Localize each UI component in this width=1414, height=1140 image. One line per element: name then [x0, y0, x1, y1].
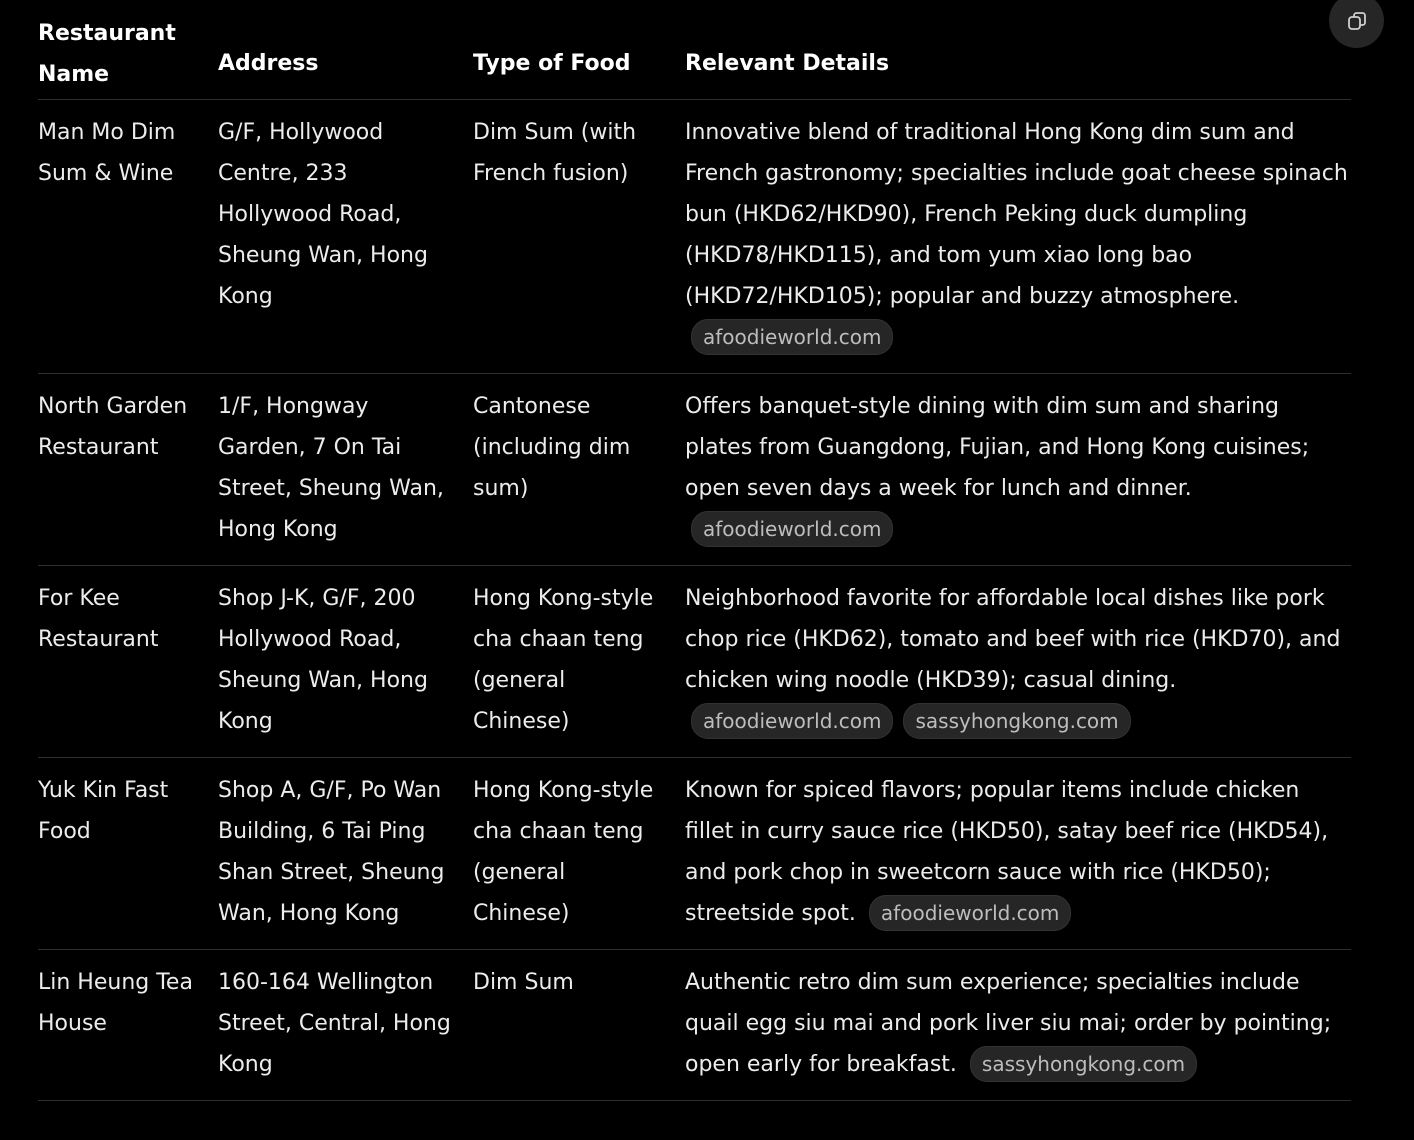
details-text: Offers banquet-style dining with dim sum and sharing plates from Guangdong, Fujian, and Hong Kong cuisines; open seven days a week for lunch and dinner.	[685, 394, 1310, 501]
header-type-of-food: Type of Food	[473, 0, 685, 100]
table-row	[38, 758, 1351, 950]
copy-icon	[1345, 9, 1369, 33]
cell-type-of-food: Hong Kong-style cha chaan teng (general Chinese)	[473, 758, 685, 950]
source-chip[interactable]: sassyhongkong.com	[970, 1046, 1197, 1082]
table-row	[38, 374, 1351, 566]
table-row	[38, 100, 1351, 374]
restaurant-table	[38, 0, 1351, 1101]
cell-address: Shop J-K, G/F, 200 Hollywood Road, Sheung Wan, Hong Kong	[218, 566, 473, 758]
source-chip[interactable]: sassyhongkong.com	[903, 703, 1130, 739]
table-row	[38, 950, 1351, 1101]
restaurant-table-container	[38, 0, 1351, 1101]
cell-type-of-food: Cantonese (including dim sum)	[473, 374, 685, 566]
cell-relevant-details	[685, 950, 1351, 1101]
copy-table-button[interactable]	[1329, 0, 1384, 48]
table-body	[38, 100, 1351, 1101]
details-text: Neighborhood favorite for affordable local dishes like pork chop rice (HKD62), tomato and beef with rice (HKD70), and chicken wing noodle (HKD39); casual dining.	[685, 586, 1341, 693]
cell-restaurant-name: Yuk Kin Fast Food	[38, 758, 218, 950]
cell-restaurant-name: North Garden Restaurant	[38, 374, 218, 566]
source-chip[interactable]: afoodieworld.com	[691, 511, 893, 547]
table-header-row	[38, 0, 1351, 100]
cell-relevant-details	[685, 100, 1351, 374]
cell-restaurant-name: For Kee Restaurant	[38, 566, 218, 758]
header-address: Address	[218, 0, 473, 100]
cell-relevant-details	[685, 374, 1351, 566]
cell-restaurant-name: Man Mo Dim Sum & Wine	[38, 100, 218, 374]
details-text: Innovative blend of traditional Hong Kong dim sum and French gastronomy; specialties include goat cheese spinach bun (HKD62/HKD90), French Peking duck dumpling (HKD78/HKD115), and tom yum xiao long bao (HKD72/HKD105); popular and buzzy atmosphere.	[685, 120, 1348, 309]
table-row	[38, 566, 1351, 758]
header-restaurant-name: Restaurant Name	[38, 0, 218, 100]
source-chip[interactable]: afoodieworld.com	[691, 319, 893, 355]
cell-address: Shop A, G/F, Po Wan Building, 6 Tai Ping Shan Street, Sheung Wan, Hong Kong	[218, 758, 473, 950]
header-relevant-details: Relevant Details	[685, 0, 1351, 100]
cell-address: 1/F, Hongway Garden, 7 On Tai Street, Sheung Wan, Hong Kong	[218, 374, 473, 566]
details-text: Authentic retro dim sum experience; specialties include quail egg siu mai and pork liver siu mai; order by pointing; open early for breakfast.	[685, 970, 1332, 1077]
cell-type-of-food: Hong Kong-style cha chaan teng (general Chinese)	[473, 566, 685, 758]
details-text: Known for spiced flavors; popular items include chicken fillet in curry sauce rice (HKD50), satay beef rice (HKD54), and pork chop in sweetcorn sauce with rice (HKD50); streetside spot.	[685, 778, 1329, 926]
cell-relevant-details	[685, 566, 1351, 758]
source-chip[interactable]: afoodieworld.com	[691, 703, 893, 739]
cell-address: 160-164 Wellington Street, Central, Hong Kong	[218, 950, 473, 1101]
cell-relevant-details	[685, 758, 1351, 950]
cell-address: G/F, Hollywood Centre, 233 Hollywood Road, Sheung Wan, Hong Kong	[218, 100, 473, 374]
source-chip[interactable]: afoodieworld.com	[869, 895, 1071, 931]
cell-type-of-food: Dim Sum	[473, 950, 685, 1101]
cell-type-of-food: Dim Sum (with French fusion)	[473, 100, 685, 374]
cell-restaurant-name: Lin Heung Tea House	[38, 950, 218, 1101]
